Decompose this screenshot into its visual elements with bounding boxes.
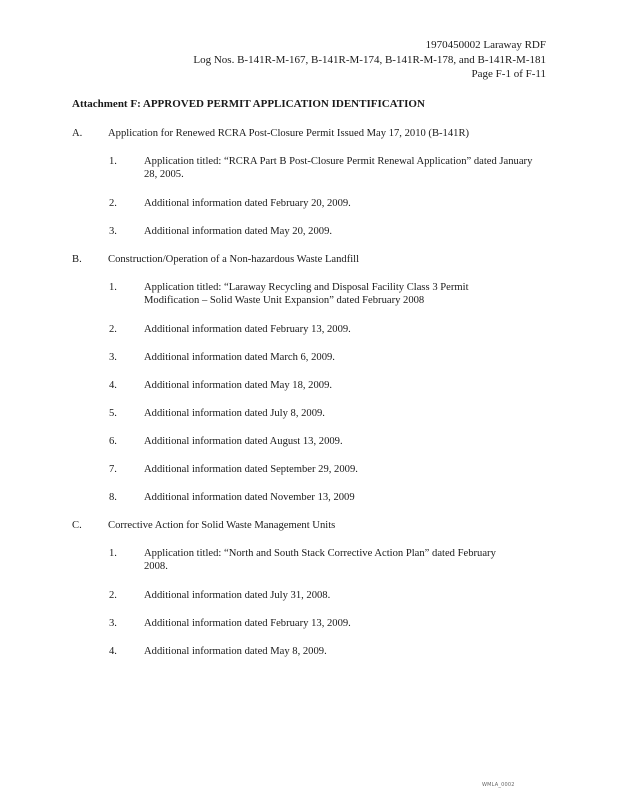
section-b-letter: B. <box>72 254 82 265</box>
section-c-item-1-text: Application titled: “North and South Stack Corrective Action Plan” dated February 2008. <box>144 548 496 572</box>
section-c-item-4-text: Additional information dated May 8, 2009. <box>144 646 327 657</box>
section-b-item-8-number: 8. <box>109 492 117 503</box>
section-a-item-3-number: 3. <box>109 226 117 237</box>
attachment-title: Attachment F: APPROVED PERMIT APPLICATION IDENTIFICATION <box>72 98 425 110</box>
section-b-item-2-text: Additional information dated February 13, 2009. <box>144 324 351 335</box>
header-facility-id: 1970450002 Laraway RDF <box>425 39 546 51</box>
section-a-item-2-text: Additional information dated February 20, 2009. <box>144 198 351 209</box>
section-b-item-5-text: Additional information dated July 8, 2009. <box>144 408 325 419</box>
section-a-item-1-text: Application titled: “RCRA Part B Post-Closure Permit Renewal Application” dated January 28, 2005. <box>144 156 533 180</box>
section-b-item-8-text: Additional information dated November 13, 2009 <box>144 492 355 503</box>
section-a-item-3-text: Additional information dated May 20, 2009. <box>144 226 333 237</box>
section-b-item-4-number: 4. <box>109 380 117 391</box>
bates-stamp: WMLA_0002 <box>482 782 515 788</box>
section-c-item-4-number: 4. <box>109 646 117 657</box>
header-page-number: Page F-1 of F-11 <box>471 68 546 80</box>
section-c-item-2-number: 2. <box>109 590 117 601</box>
section-b-item-3-text: Additional information dated March 6, 2009. <box>144 352 335 363</box>
section-b-item-1-text: Application titled: “Laraway Recycling and Disposal Facility Class 3 Permit Modification – Solid Waste Unit Expansion” dated February 2008 <box>144 282 469 306</box>
section-b-item-4-text: Additional information dated May 18, 2009. <box>144 380 333 391</box>
section-a-heading: Application for Renewed RCRA Post-Closure Permit Issued May 17, 2010 (B-141R) <box>108 128 470 139</box>
section-c-item-2-text: Additional information dated July 31, 2008. <box>144 590 331 601</box>
section-a-item-1-number: 1. <box>109 156 117 167</box>
section-c-item-3-number: 3. <box>109 618 117 629</box>
section-b-item-3-number: 3. <box>109 352 117 363</box>
section-b-item-2-number: 2. <box>109 324 117 335</box>
header-log-numbers: Log Nos. B-141R-M-167, B-141R-M-174, B-141R-M-178, and B-141R-M-181 <box>193 53 546 66</box>
page-header <box>193 38 546 82</box>
section-c-item-3-text: Additional information dated February 13, 2009. <box>144 618 351 629</box>
section-b-item-5-number: 5. <box>109 408 117 419</box>
section-a-item-2-number: 2. <box>109 198 117 209</box>
section-b-item-7-number: 7. <box>109 464 117 475</box>
section-a-letter: A. <box>72 128 83 139</box>
section-b-item-7-text: Additional information dated September 29, 2009. <box>144 464 358 475</box>
section-b-item-6-number: 6. <box>109 436 117 447</box>
section-c-heading: Corrective Action for Solid Waste Management Units <box>108 520 336 531</box>
section-b-item-6-text: Additional information dated August 13, 2009. <box>144 436 343 447</box>
section-b-heading: Construction/Operation of a Non-hazardous Waste Landfill <box>108 254 360 265</box>
section-b-item-1-number: 1. <box>109 282 117 293</box>
section-c-item-1-number: 1. <box>109 548 117 559</box>
section-c-letter: C. <box>72 520 82 531</box>
